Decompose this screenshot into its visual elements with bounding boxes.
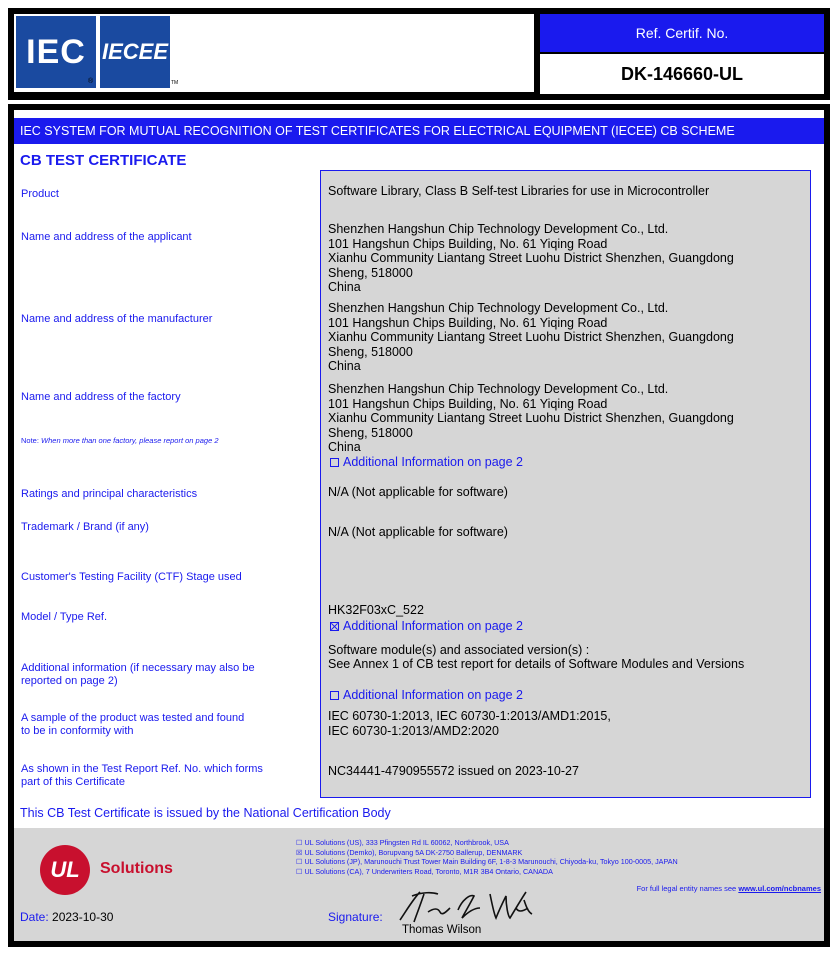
legal-entity-link[interactable]: www.ul.com/ncbnames [738,884,821,893]
signature-label: Signature: [328,910,383,924]
manufacturer-line: Shenzhen Hangshun Chip Technology Development Co., Ltd. [328,301,669,315]
applicant-line: 101 Hangshun Chips Building, No. 61 Yiqing Road [328,236,608,251]
label-report-line1: As shown in the Test Report Ref. No. which forms [21,763,263,775]
value-additional-line2: See Annex 1 of CB test report for details of Software Modules and Versions [328,657,745,671]
label-sample-line1: A sample of the product was tested and found [21,712,245,724]
label-applicant: Name and address of the applicant [21,231,192,243]
label-manufacturer: Name and address of the manufacturer [21,313,213,325]
certificate-title: CB TEST CERTIFICATE [20,152,187,169]
ref-certif-number: DK-146660-UL [540,54,824,94]
factory-line: 101 Hangshun Chips Building, No. 61 Yiqing Road [328,396,608,411]
legal-entity-note: For full legal entity names see www.ul.com/ncbnames [636,884,821,893]
date-value: 2023-10-30 [52,910,114,924]
ul-logo: UL [40,845,90,895]
issued-by-statement: This CB Test Certificate is issued by the National Certification Body [20,806,391,820]
note-prefix: Note: [21,436,39,445]
signatory-name: Thomas Wilson [402,924,482,936]
checkbox-checked-icon [330,622,339,631]
value-standards-line2: IEC 60730-1:2013/AMD2:2020 [328,724,499,738]
label-model: Model / Type Ref. [21,611,108,623]
iec-logo: IEC [16,16,96,88]
note-text: When more than one factory, please report on page 2 [41,436,219,445]
label-product: Product [21,188,59,200]
address-item: ☐ UL Solutions (US), 333 Pfingsten Rd IL 60062, Northbrook, USA [296,838,509,847]
ref-certif-label: Ref. Certif. No. [540,14,824,52]
scheme-title-bar: IEC SYSTEM FOR MUTUAL RECOGNITION OF TEST CERTIFICATES FOR ELECTRICAL EQUIPMENT (IECEE) CB SCHEME [14,118,824,144]
label-ctf: Customer's Testing Facility (CTF) Stage used [21,571,242,583]
factory-note [21,436,219,445]
manufacturer-line: Xianhu Community Liantang Street Luohu District Shenzhen, Guangdong [328,330,734,345]
address-item: ☐ UL Solutions (JP), Marunouchi Trust Tower Main Building 6F, 1-8-3 Marunouchi, Chiyoda-ku, Tokyo 100-0005, JAPAN [296,857,678,866]
manufacturer-line: Sheng, 518000 [328,344,413,359]
model-addinfo-checkbox[interactable] [330,619,523,633]
additional-addinfo-checkbox[interactable] [330,688,523,702]
value-additional-line1: Software module(s) and associated version(s) : [328,643,590,657]
applicant-line: Sheng, 518000 [328,265,413,280]
handwritten-signature [398,886,538,926]
date-label: Date: [20,910,49,924]
factory-line: China [328,440,361,455]
value-report: NC34441-4790955572 issued on 2023-10-27 [328,764,579,778]
label-additional-line1: Additional information (if necessary may also be [21,662,255,674]
value-trademark: N/A (Not applicable for software) [328,525,508,539]
factory-line: Shenzhen Hangshun Chip Technology Development Co., Ltd. [328,382,669,396]
iecee-logo: IECEE [100,16,170,88]
value-ratings: N/A (Not applicable for software) [328,485,508,499]
value-model: HK32F03xC_522 [328,603,424,617]
registered-mark: ® [88,78,94,85]
value-product: Software Library, Class B Self-test Libraries for use in Microcontroller [328,184,710,198]
value-factory [328,382,734,455]
address-item: ☒ UL Solutions (Demko), Borupvang 5A DK-2750 Ballerup, DENMARK [296,847,523,857]
model-addinfo-text: Additional Information on page 2 [343,619,523,633]
manufacturer-line: China [328,359,361,374]
ul-solutions-wordmark: Solutions [100,860,173,877]
label-factory: Name and address of the factory [21,391,181,403]
checkbox-empty-icon [330,691,339,700]
value-manufacturer [328,301,734,374]
factory-line: Sheng, 518000 [328,425,413,440]
label-trademark: Trademark / Brand (if any) [21,521,149,533]
checkbox-empty-icon [330,458,339,467]
applicant-line: Shenzhen Hangshun Chip Technology Development Co., Ltd. [328,222,669,236]
trademark-mark: TM [171,80,179,86]
label-ratings: Ratings and principal characteristics [21,488,198,500]
value-standards-line1: IEC 60730-1:2013, IEC 60730-1:2013/AMD1:2015, [328,709,611,723]
factory-line: Xianhu Community Liantang Street Luohu District Shenzhen, Guangdong [328,411,734,426]
address-item: ☐ UL Solutions (CA), 7 Underwriters Road, Toronto, M1R 3B4 Ontario, CANADA [296,866,553,876]
date-field [20,910,113,924]
manufacturer-line: 101 Hangshun Chips Building, No. 61 Yiqing Road [328,315,608,330]
value-applicant [328,222,734,295]
label-sample-line2: to be in conformity with [21,725,134,737]
factory-addinfo-checkbox[interactable] [330,455,523,469]
address-list [296,838,678,876]
applicant-line: Xianhu Community Liantang Street Luohu District Shenzhen, Guangdong [328,251,734,266]
applicant-line: China [328,280,361,295]
additional-addinfo-text: Additional Information on page 2 [343,688,523,702]
label-report-line2: part of this Certificate [21,776,125,788]
label-additional-line2: reported on page 2) [21,675,118,687]
factory-addinfo-text: Additional Information on page 2 [343,455,523,469]
